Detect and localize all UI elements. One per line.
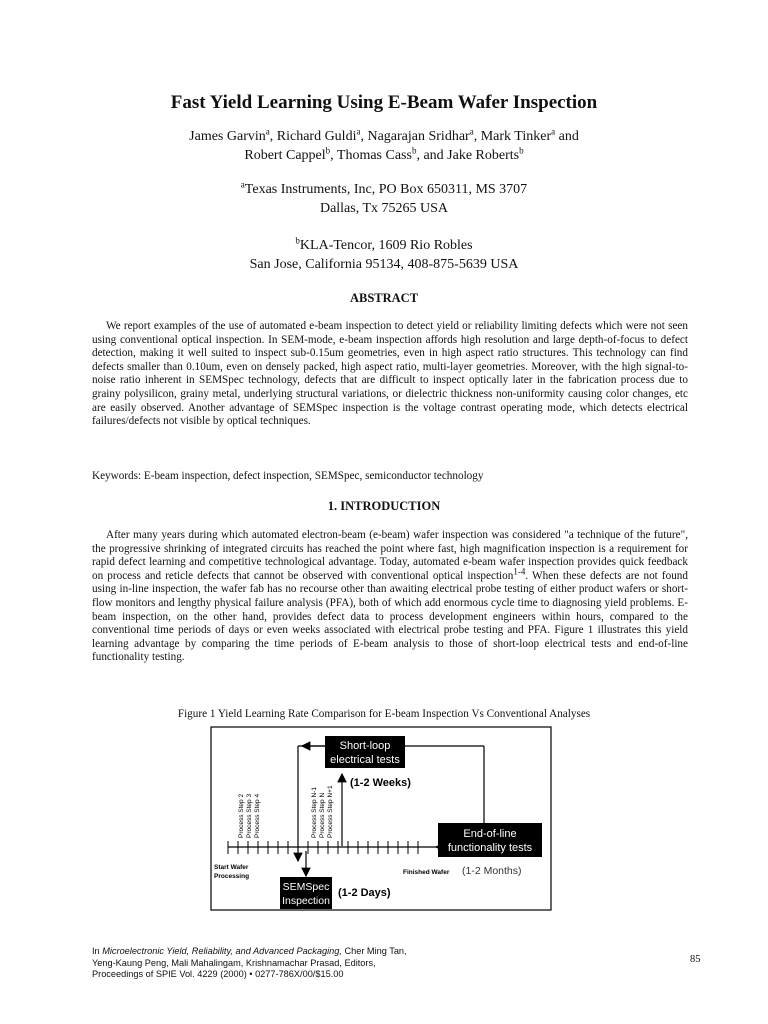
author-separator: and	[555, 129, 579, 144]
author-separator: , and	[416, 148, 448, 163]
author-separator: ,	[269, 129, 277, 144]
short-loop-label-1: Short-loop	[339, 740, 391, 752]
author-separator: ,	[330, 148, 337, 163]
affiliation-mark: a	[240, 179, 245, 190]
process-step-label: Process Step N	[319, 792, 326, 838]
footer-book-title: Microelectronic Yield, Reliability, and Advanced Packaging,	[102, 946, 342, 956]
start-wafer-label-1: Start Wafer	[214, 864, 249, 871]
author-name: James Garvin	[189, 129, 266, 144]
author-affiliation-mark: a	[551, 126, 556, 137]
process-step-label: Process Step 4	[254, 793, 261, 838]
process-step-label: Process Step 3	[246, 793, 253, 838]
author-name: Mark Tinker	[480, 129, 552, 144]
footer-editor-start: Cher Ming Tan,	[341, 946, 407, 956]
author-list	[0, 127, 768, 165]
process-step-label: Process Step N+1	[327, 785, 334, 838]
short-loop-label-2: electrical tests	[330, 754, 400, 766]
introduction-text	[92, 529, 688, 665]
author-name: Jake Roberts	[447, 148, 520, 163]
author-affiliation-mark: a	[265, 126, 270, 137]
author-affiliation-mark: b	[325, 145, 331, 156]
author-line-2	[0, 146, 768, 165]
process-step-label: Process Step N-1	[311, 787, 318, 838]
end-of-line-label-1: End-of-line	[463, 828, 517, 840]
footer-prefix: In	[92, 946, 103, 956]
publication-footer	[92, 946, 512, 981]
semspec-label-2: Inspection	[282, 895, 330, 907]
author-name: Robert Cappel	[244, 148, 326, 163]
semspec-duration: (1-2 Days)	[338, 887, 391, 899]
author-affiliation-mark: a	[469, 126, 474, 137]
footer-proceedings: Proceedings of SPIE Vol. 4229 (2000) • 0277-786X/00/$15.00	[92, 969, 344, 980]
author-affiliation-mark: b	[411, 145, 417, 156]
process-steps-right	[311, 785, 334, 838]
affiliation-line: Dallas, Tx 75265 USA	[319, 201, 449, 216]
short-loop-duration: (1-2 Weeks)	[350, 777, 411, 789]
paper-title: Fast Yield Learning Using E-Beam Wafer Inspection	[170, 92, 598, 113]
affiliation-line: KLA-Tencor, 1609 Rio Robles	[299, 238, 473, 253]
affiliation-line: San Jose, California 95134, 408-875-5639 USA	[249, 257, 519, 272]
author-affiliation-mark: a	[356, 126, 361, 137]
introduction-text-part: After many years during which automated electron-beam (e-beam) wafer inspection was considered "a technique of the future", the progressive shrinking of integrated circuits has reached the point where fast, high magnification inspection is a requirement for rapid defect learning and competitive technological advantage. Today, automated e-beam wafer inspection provides quick feedback on process and reticle defects that cannot be observed with conventional optical inspection	[92, 529, 688, 582]
affiliation-a	[0, 180, 768, 218]
author-separator: ,	[360, 129, 368, 144]
page-number: 85	[690, 954, 701, 965]
semspec-label-1: SEMSpec	[282, 881, 330, 893]
author-name: Richard Guldi	[276, 129, 357, 144]
introduction-heading: 1. INTRODUCTION	[327, 499, 441, 513]
abstract-text: We report examples of the use of automated e-beam inspection to detect yield or reliability limiting defects which were not seen using conventional optical inspection. In SEM-mode, e-beam inspection affords high resolution and large depth-of-focus to defect detection, making it well suited to inspect sub-0.15um geometries, even in high aspect ratio structures. This technology can find defects smaller than 0.10um, even on densely packed, high aspect ratio, multi-layer geometries. Moreover, with the high signal-to-noise ratio inherent in SEMSpec technology, defects that are difficult to inspect optically later in the fabrication process due to grainy polysilicon, grainy metal, underlying structural variations, or dielectric thickness non-uniformity causing color changes, etc are easily observed. Another advantage of SEMSpec inspection is the voltage contrast operating mode, which detects electrical failures/defects not visible by optical techniques.	[92, 320, 688, 428]
author-name: Thomas Cass	[336, 148, 412, 163]
affiliation-b	[0, 236, 768, 274]
end-of-line-duration: (1-2 Months)	[462, 865, 522, 877]
keywords: Keywords: E-beam inspection, defect inspection, SEMSpec, semiconductor technology	[92, 470, 484, 482]
finished-wafer-label: Finished Wafer	[403, 869, 450, 876]
author-name: Nagarajan Sridhar	[367, 129, 470, 144]
author-affiliation-mark: b	[519, 145, 524, 156]
affiliation-mark: b	[295, 235, 300, 246]
start-wafer-label-2: Processing	[214, 873, 250, 880]
figure-caption: Figure 1 Yield Learning Rate Comparison for E-beam Inspection Vs Conventional Analyses	[177, 708, 591, 720]
introduction-text-part: . When these defects are not found using in-line inspection, the wafer fab has no recourse other than awaiting electrical probe testing of either product wafers or short-flow monitors and lengthy physical failure analysis (PFA), both of which add enormous cycle time to diagnosing yield problems. E-beam inspection, on the other hand, provides defect data to process development engineers within hours, compared to the conventional time periods of days or even weeks associated with electrical probe testing and PFA. Figure 1 illustrates this yield learning advantage by comparing the time periods of E-beam analysis to those of short-loop electrical tests and end-of-line functionality testing.	[92, 569, 688, 664]
author-line-1	[0, 127, 768, 146]
footer-editors: Yeng-Kaung Peng, Mali Mahalingam, Krishnamachar Prasad, Editors,	[92, 957, 376, 968]
affiliation-line: Texas Instruments, Inc, PO Box 650311, MS 3707	[244, 182, 528, 197]
author-separator: ,	[473, 129, 481, 144]
process-steps-left	[238, 794, 261, 838]
yield-learning-diagram	[210, 726, 562, 912]
process-step-label: Process Step 2	[238, 793, 245, 838]
abstract-heading: ABSTRACT	[349, 291, 419, 305]
end-of-line-label-2: functionality tests	[447, 842, 533, 854]
citation-reference: 1-4	[513, 566, 526, 577]
